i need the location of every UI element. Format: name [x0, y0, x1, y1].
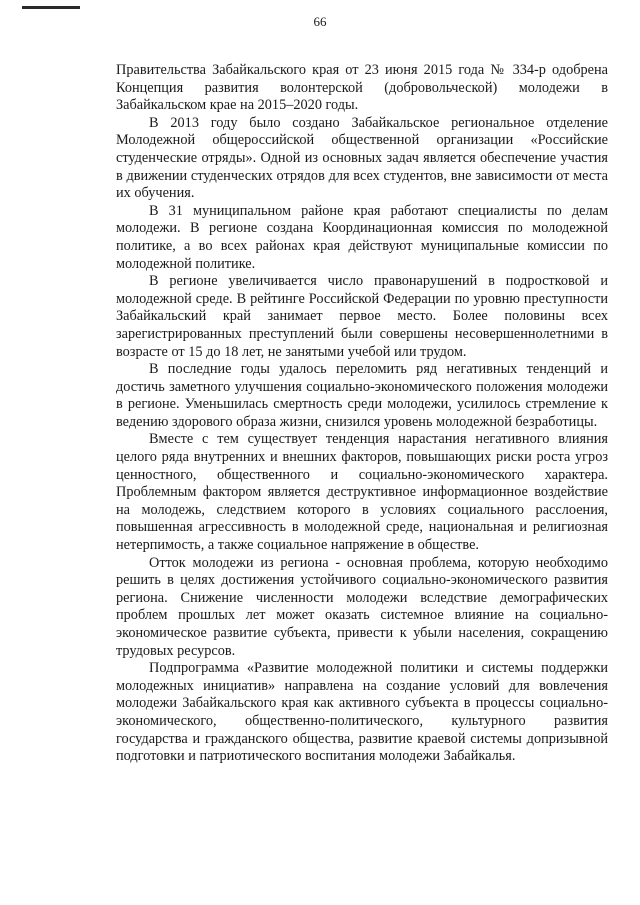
document-body: [116, 62, 608, 766]
scan-edge-mark: [22, 6, 80, 9]
paragraph-positive-trends: В последние годы удалось переломить ряд негативных тенденций и достичь заметного улучшения социально-экономического положения молодежи в регионе. Уменьшилась смертность среди молодежи, усилилось стремление к ведению здорового образа жизни, снизился уровень молодежной безработицы.: [116, 361, 608, 430]
paragraph-youth-specialists: В 31 муниципальном районе края работают специалисты по делам молодежи. В регионе создана Координационная комиссия по молодежной политике, а во всех районах края действуют муниципальные комиссии по молодежной политике.: [116, 202, 608, 272]
paragraph-negative-factors: Вместе с тем существует тенденция нарастания негативного влияния целого ряда внутренних и внешних факторов, повышающих риски роста угроз ценностного, общественного и социально-экономического характера. Проблемным фактором является деструктивное информационное воздействие на молодежь, следствием которого в условиях социального расслоения, повышенная агрессивность в молодежной среде, национальная и религиозная нетерпимость, а также социальное напряжение в обществе.: [116, 431, 608, 554]
paragraph-student-detachments: В 2013 году было создано Забайкальское региональное отделение Молодежной общероссийской общественной организации «Российские студенческие отряды». Одной из основных задач является обеспечение участия в движении студенческих отрядов для всех студентов, вне зависимости от места их обучения.: [116, 114, 608, 202]
paragraph-concept-approval: Правительства Забайкальского края от 23 июня 2015 года № 334-р одобрена Концепция развития волонтерской (добровольческой) молодежи в Забайкальском крае на 2015–2020 годы.: [116, 62, 608, 114]
paragraph-subprogram: Подпрограмма «Развитие молодежной политики и системы поддержки молодежных инициатив» направлена на создание условий для вовлечения молодежи Забайкальского края как активного субъекта в процессы социально-экономического, общественно-политического, культурного развития государства и гражданского общества, развитие краевой системы допризывной подготовки и патриотического воспитания молодежи Забайкалья.: [116, 660, 608, 765]
page-number: 66: [313, 14, 327, 29]
paragraph-youth-outflow: Отток молодежи из региона - основная проблема, которую необходимо решить в целях достижения устойчивого социально-экономического развития региона. Снижение численности молодежи вследствие демографических проблем прошлых лет может оказать системное влияние на социально-экономическое развитие субъекта, привести к убыли населения, сокращению трудовых ресурсов.: [116, 554, 608, 659]
paragraph-offences: В регионе увеличивается число правонарушений в подростковой и молодежной среде. В рейтинге Российской Федерации по уровню преступности Забайкальский край занимает первое место. Более половины всех зарегистрированных преступлений были совершены несовершеннолетними в возрасте от 15 до 18 лет, не занятыми учебой или трудом.: [116, 273, 608, 360]
